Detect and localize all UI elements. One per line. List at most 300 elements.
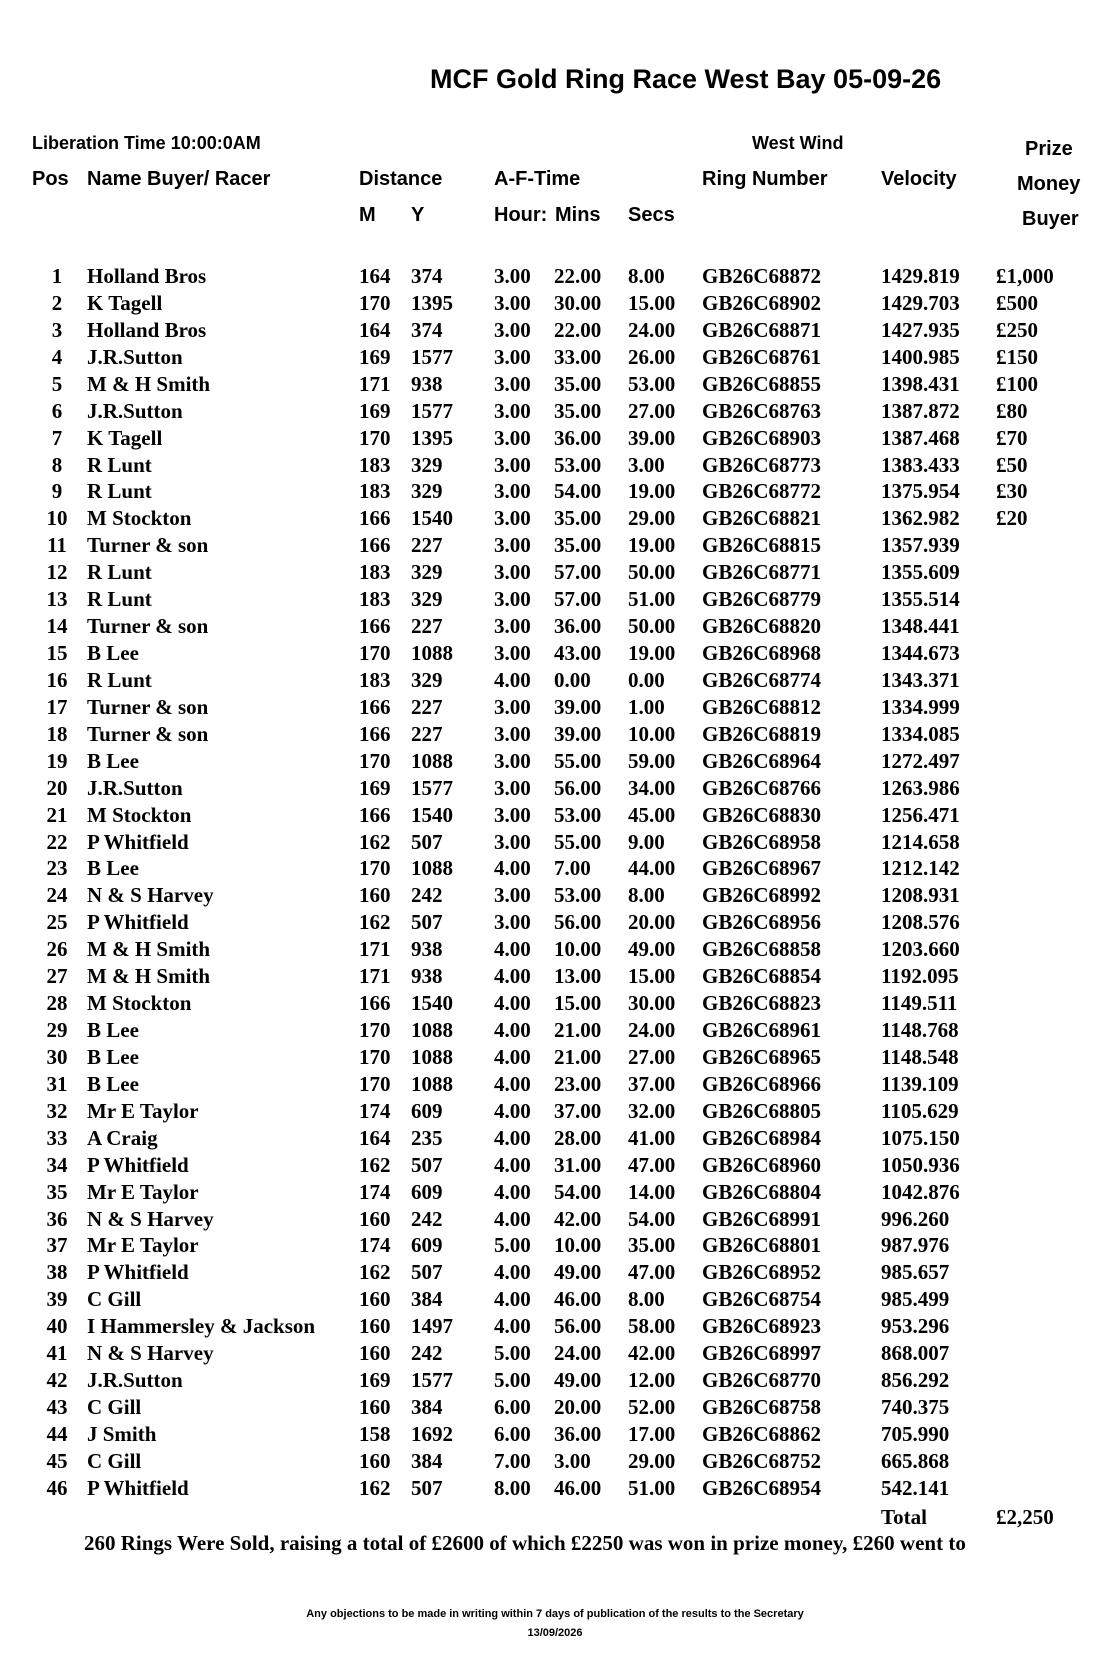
row-secs: 49.00	[628, 937, 676, 962]
row-ring-number: GB26C68923	[702, 1314, 822, 1339]
row-ring-number: GB26C68954	[702, 1475, 822, 1500]
row-velocity: 1429.703	[881, 290, 960, 315]
row-prize: £1,000	[996, 264, 1054, 288]
row-mins: 23.00	[554, 1071, 602, 1096]
row-distance-yards: 1088	[411, 748, 453, 773]
row-mins: 10.00	[554, 1233, 602, 1258]
row-ring-number: GB26C68819	[702, 721, 822, 746]
table-row	[0, 1449, 1110, 1475]
row-distance-yards: 242	[411, 1206, 443, 1231]
row-name: R Lunt	[87, 560, 152, 585]
row-velocity: 1343.371	[881, 667, 960, 692]
row-prize: £30	[996, 479, 1028, 504]
row-position: 18	[46, 721, 68, 746]
row-ring-number: GB26C68958	[702, 829, 822, 854]
table-row	[0, 695, 1110, 721]
col-subheader-mins: Mins	[555, 204, 601, 226]
row-distance-miles: 160	[359, 1341, 391, 1366]
table-row	[0, 1422, 1110, 1448]
row-hours: 4.00	[494, 1018, 531, 1043]
table-row	[0, 1018, 1110, 1044]
row-distance-yards: 1540	[411, 991, 453, 1016]
row-prize: £100	[996, 371, 1038, 396]
col-subheader-yards: Y	[411, 204, 425, 226]
row-position: 7	[51, 425, 63, 450]
row-position: 13	[46, 587, 68, 612]
row-distance-miles: 170	[359, 1044, 391, 1069]
row-velocity: 665.868	[881, 1448, 950, 1473]
col-header-prize-line2: Money	[1017, 173, 1081, 195]
row-position: 23	[46, 856, 68, 881]
row-hours: 5.00	[494, 1341, 531, 1366]
row-position: 28	[46, 991, 68, 1016]
table-row	[0, 318, 1110, 344]
table-row	[0, 749, 1110, 775]
row-name: Holland Bros	[87, 264, 207, 288]
row-hours: 3.00	[494, 694, 531, 719]
row-ring-number: GB26C68967	[702, 856, 822, 881]
row-secs: 26.00	[628, 344, 676, 369]
table-row	[0, 1476, 1110, 1502]
row-hours: 4.00	[494, 667, 531, 692]
row-velocity: 1334.085	[881, 721, 960, 746]
row-ring-number: GB26C68992	[702, 883, 822, 908]
row-name: B Lee	[87, 856, 139, 881]
table-row	[0, 426, 1110, 452]
row-distance-yards: 235	[411, 1125, 443, 1150]
row-mins: 22.00	[554, 317, 602, 342]
row-distance-miles: 174	[359, 1233, 391, 1258]
row-distance-miles: 174	[359, 1098, 391, 1123]
row-velocity: 1398.431	[881, 371, 960, 396]
summary-note: 260 Rings Were Sold, raising a total of £2600 of which £2250 was won in prize money, £260 went to	[84, 1531, 966, 1555]
row-ring-number: GB26C68766	[702, 775, 822, 800]
row-distance-yards: 374	[411, 264, 443, 288]
row-distance-yards: 329	[411, 452, 443, 477]
row-position: 26	[46, 937, 68, 962]
row-hours: 3.00	[494, 290, 531, 315]
row-name: B Lee	[87, 1071, 139, 1096]
row-ring-number: GB26C68774	[702, 667, 822, 692]
row-ring-number: GB26C68991	[702, 1206, 822, 1231]
row-position: 44	[46, 1421, 68, 1446]
row-name: N & S Harvey	[87, 1341, 214, 1366]
table-row	[0, 1180, 1110, 1206]
row-ring-number: GB26C68779	[702, 587, 822, 612]
col-subheader-hours: Hour:	[494, 204, 548, 226]
row-mins: 15.00	[554, 991, 602, 1016]
row-ring-number: GB26C68773	[702, 452, 822, 477]
row-distance-yards: 227	[411, 694, 443, 719]
row-position: 9	[51, 479, 63, 504]
table-row	[0, 587, 1110, 613]
table-row	[0, 1153, 1110, 1179]
row-position: 41	[46, 1341, 68, 1366]
row-distance-miles: 171	[359, 937, 391, 962]
publication-date: 13/09/2026	[527, 1627, 583, 1639]
row-mins: 20.00	[554, 1395, 602, 1420]
row-name: R Lunt	[87, 479, 152, 504]
row-name: M & H Smith	[87, 371, 211, 396]
row-secs: 27.00	[628, 1044, 676, 1069]
row-ring-number: GB26C68960	[702, 1152, 822, 1177]
row-distance-miles: 171	[359, 964, 391, 989]
row-hours: 4.00	[494, 964, 531, 989]
row-position: 8	[51, 452, 63, 477]
row-distance-miles: 170	[359, 1071, 391, 1096]
row-name: B Lee	[87, 748, 139, 773]
row-hours: 4.00	[494, 1071, 531, 1096]
row-ring-number: GB26C68812	[702, 694, 822, 719]
row-ring-number: GB26C68752	[702, 1448, 822, 1473]
row-secs: 45.00	[628, 802, 676, 827]
row-secs: 15.00	[628, 964, 676, 989]
row-position: 29	[46, 1018, 68, 1043]
row-position: 34	[46, 1152, 68, 1177]
row-velocity: 1075.150	[881, 1125, 960, 1150]
row-distance-yards: 1577	[411, 344, 453, 369]
row-distance-miles: 183	[359, 560, 391, 585]
row-mins: 3.00	[554, 1448, 591, 1473]
row-mins: 30.00	[554, 290, 602, 315]
row-hours: 3.00	[494, 748, 531, 773]
table-row	[0, 883, 1110, 909]
row-name: Mr E Taylor	[87, 1233, 199, 1258]
row-hours: 3.00	[494, 614, 531, 639]
row-ring-number: GB26C68902	[702, 290, 822, 315]
row-distance-miles: 160	[359, 1206, 391, 1231]
row-distance-yards: 938	[411, 964, 443, 989]
row-distance-miles: 164	[359, 264, 391, 288]
row-ring-number: GB26C68763	[702, 398, 822, 423]
row-distance-yards: 507	[411, 1152, 443, 1177]
row-distance-yards: 1395	[411, 290, 453, 315]
row-position: 17	[46, 694, 68, 719]
row-distance-miles: 169	[359, 344, 391, 369]
row-prize: £70	[996, 425, 1028, 450]
row-hours: 6.00	[494, 1395, 531, 1420]
row-name: C Gill	[87, 1287, 142, 1312]
row-distance-yards: 1540	[411, 506, 453, 531]
table-row	[0, 506, 1110, 532]
row-position: 42	[46, 1368, 68, 1393]
row-distance-yards: 329	[411, 667, 443, 692]
row-secs: 8.00	[628, 1287, 665, 1312]
row-name: C Gill	[87, 1395, 142, 1420]
row-mins: 13.00	[554, 964, 602, 989]
row-name: B Lee	[87, 1044, 139, 1069]
row-velocity: 1383.433	[881, 452, 960, 477]
row-name: J.R.Sutton	[87, 344, 183, 369]
row-position: 2	[51, 290, 63, 315]
row-distance-yards: 227	[411, 721, 443, 746]
row-distance-yards: 938	[411, 371, 443, 396]
row-hours: 4.00	[494, 1287, 531, 1312]
row-mins: 21.00	[554, 1018, 602, 1043]
table-row	[0, 776, 1110, 802]
col-header-prize-line3: Buyer	[1022, 208, 1079, 230]
row-mins: 35.00	[554, 398, 602, 423]
row-name: M & H Smith	[87, 937, 211, 962]
row-name: P Whitfield	[87, 1152, 189, 1177]
row-distance-yards: 609	[411, 1233, 443, 1258]
row-mins: 21.00	[554, 1044, 602, 1069]
row-hours: 4.00	[494, 1314, 531, 1339]
table-row	[0, 991, 1110, 1017]
row-velocity: 1427.935	[881, 317, 960, 342]
page-title: MCF Gold Ring Race West Bay 05-09-26	[430, 64, 942, 94]
row-hours: 8.00	[494, 1475, 531, 1500]
row-mins: 24.00	[554, 1341, 602, 1366]
row-velocity: 1148.548	[881, 1044, 959, 1069]
row-secs: 17.00	[628, 1421, 676, 1446]
row-mins: 57.00	[554, 560, 602, 585]
row-position: 37	[46, 1233, 68, 1258]
row-distance-miles: 160	[359, 1395, 391, 1420]
row-prize: £80	[996, 398, 1028, 423]
table-row	[0, 560, 1110, 586]
row-position: 5	[51, 371, 63, 396]
row-position: 45	[46, 1448, 68, 1473]
row-mins: 46.00	[554, 1475, 602, 1500]
table-row	[0, 856, 1110, 882]
row-ring-number: GB26C68956	[702, 910, 822, 935]
row-ring-number: GB26C68758	[702, 1395, 822, 1420]
table-row	[0, 1287, 1110, 1313]
row-mins: 54.00	[554, 479, 602, 504]
row-ring-number: GB26C68858	[702, 937, 822, 962]
row-mins: 37.00	[554, 1098, 602, 1123]
row-secs: 41.00	[628, 1125, 676, 1150]
row-mins: 0.00	[554, 667, 591, 692]
table-row	[0, 533, 1110, 559]
row-position: 16	[46, 667, 68, 692]
row-secs: 30.00	[628, 991, 676, 1016]
row-position: 33	[46, 1125, 68, 1150]
row-velocity: 1355.514	[881, 587, 960, 612]
col-header-name: Name Buyer/ Racer	[87, 168, 271, 190]
row-hours: 3.00	[494, 317, 531, 342]
row-ring-number: GB26C68952	[702, 1260, 822, 1285]
row-velocity: 856.292	[881, 1368, 950, 1393]
row-ring-number: GB26C68805	[702, 1098, 822, 1123]
row-distance-miles: 183	[359, 452, 391, 477]
row-hours: 4.00	[494, 937, 531, 962]
row-mins: 22.00	[554, 264, 602, 288]
row-position: 3	[51, 317, 63, 342]
row-hours: 4.00	[494, 1044, 531, 1069]
row-name: Mr E Taylor	[87, 1179, 199, 1204]
row-position: 12	[46, 560, 68, 585]
row-ring-number: GB26C68854	[702, 964, 822, 989]
row-distance-yards: 1088	[411, 1071, 453, 1096]
row-position: 25	[46, 910, 68, 935]
row-distance-yards: 1540	[411, 802, 453, 827]
row-position: 6	[51, 398, 63, 423]
row-mins: 7.00	[554, 856, 591, 881]
row-secs: 54.00	[628, 1206, 676, 1231]
row-name: P Whitfield	[87, 910, 189, 935]
row-secs: 29.00	[628, 506, 676, 531]
row-name: N & S Harvey	[87, 1206, 214, 1231]
row-secs: 58.00	[628, 1314, 676, 1339]
row-distance-miles: 160	[359, 1448, 391, 1473]
row-distance-miles: 166	[359, 614, 391, 639]
row-ring-number: GB26C68984	[702, 1125, 822, 1150]
row-velocity: 1344.673	[881, 641, 960, 666]
row-secs: 39.00	[628, 425, 676, 450]
row-name: Turner & son	[87, 721, 209, 746]
row-hours: 3.00	[494, 398, 531, 423]
row-secs: 8.00	[628, 264, 665, 288]
row-velocity: 1355.609	[881, 560, 960, 585]
row-velocity: 1334.999	[881, 694, 960, 719]
row-distance-yards: 384	[411, 1287, 443, 1312]
table-row	[0, 479, 1110, 505]
row-secs: 32.00	[628, 1098, 676, 1123]
row-name: Turner & son	[87, 614, 209, 639]
row-position: 10	[46, 506, 68, 531]
row-velocity: 1263.986	[881, 775, 960, 800]
row-name: J Smith	[87, 1421, 157, 1446]
row-hours: 4.00	[494, 856, 531, 881]
row-distance-miles: 162	[359, 1260, 391, 1285]
row-hours: 4.00	[494, 991, 531, 1016]
row-velocity: 1387.468	[881, 425, 960, 450]
row-ring-number: GB26C68966	[702, 1071, 822, 1096]
row-ring-number: GB26C68821	[702, 506, 822, 531]
row-name: R Lunt	[87, 452, 152, 477]
row-hours: 4.00	[494, 1098, 531, 1123]
row-hours: 4.00	[494, 1206, 531, 1231]
row-secs: 47.00	[628, 1152, 676, 1177]
row-distance-miles: 162	[359, 910, 391, 935]
col-subheader-miles: M	[359, 204, 376, 226]
row-mins: 39.00	[554, 721, 602, 746]
row-hours: 3.00	[494, 910, 531, 935]
row-position: 1	[51, 264, 63, 288]
row-secs: 19.00	[628, 479, 676, 504]
row-secs: 3.00	[628, 452, 665, 477]
row-velocity: 987.976	[881, 1233, 950, 1258]
row-distance-yards: 329	[411, 479, 443, 504]
row-hours: 7.00	[494, 1448, 531, 1473]
row-ring-number: GB26C68770	[702, 1368, 822, 1393]
row-name: K Tagell	[87, 290, 163, 315]
row-hours: 3.00	[494, 587, 531, 612]
row-velocity: 1375.954	[881, 479, 960, 504]
table-row	[0, 1072, 1110, 1098]
row-name: M Stockton	[87, 506, 192, 531]
row-name: Turner & son	[87, 694, 209, 719]
row-hours: 3.00	[494, 560, 531, 585]
row-distance-miles: 171	[359, 371, 391, 396]
row-mins: 35.00	[554, 506, 602, 531]
row-distance-miles: 183	[359, 479, 391, 504]
row-name: P Whitfield	[87, 829, 189, 854]
liberation-time: Liberation Time 10:00:0AM	[32, 133, 261, 153]
row-position: 39	[46, 1287, 68, 1312]
row-ring-number: GB26C68855	[702, 371, 822, 396]
row-mins: 55.00	[554, 748, 602, 773]
row-velocity: 1203.660	[881, 937, 960, 962]
row-distance-miles: 170	[359, 856, 391, 881]
row-distance-miles: 166	[359, 991, 391, 1016]
col-header-ring-number: Ring Number	[702, 168, 828, 190]
row-position: 31	[46, 1071, 68, 1096]
row-name: R Lunt	[87, 667, 152, 692]
row-distance-miles: 183	[359, 587, 391, 612]
row-secs: 19.00	[628, 641, 676, 666]
table-row	[0, 399, 1110, 425]
table-row	[0, 964, 1110, 990]
row-distance-miles: 170	[359, 641, 391, 666]
row-secs: 51.00	[628, 1475, 676, 1500]
row-distance-yards: 507	[411, 829, 443, 854]
row-mins: 57.00	[554, 587, 602, 612]
row-distance-miles: 183	[359, 667, 391, 692]
row-velocity: 1042.876	[881, 1179, 960, 1204]
row-velocity: 1256.471	[881, 802, 960, 827]
table-row	[0, 453, 1110, 479]
row-mins: 54.00	[554, 1179, 602, 1204]
row-distance-miles: 162	[359, 1152, 391, 1177]
row-ring-number: GB26C68871	[702, 317, 822, 342]
row-hours: 3.00	[494, 479, 531, 504]
row-velocity: 1272.497	[881, 748, 960, 773]
row-secs: 15.00	[628, 290, 676, 315]
row-name: J.R.Sutton	[87, 1368, 183, 1393]
row-prize: £500	[996, 290, 1038, 315]
row-ring-number: GB26C68997	[702, 1341, 822, 1366]
row-mins: 56.00	[554, 775, 602, 800]
row-name: Mr E Taylor	[87, 1098, 199, 1123]
row-secs: 12.00	[628, 1368, 676, 1393]
row-secs: 47.00	[628, 1260, 676, 1285]
table-row	[0, 345, 1110, 371]
row-mins: 49.00	[554, 1260, 602, 1285]
row-mins: 39.00	[554, 694, 602, 719]
col-subheader-secs: Secs	[628, 204, 675, 226]
row-distance-miles: 162	[359, 1475, 391, 1500]
row-mins: 10.00	[554, 937, 602, 962]
table-row	[0, 372, 1110, 398]
row-name: J.R.Sutton	[87, 398, 183, 423]
row-velocity: 1208.931	[881, 883, 960, 908]
row-name: P Whitfield	[87, 1260, 189, 1285]
row-velocity: 985.657	[881, 1260, 950, 1285]
row-distance-miles: 166	[359, 506, 391, 531]
row-hours: 3.00	[494, 506, 531, 531]
table-row	[0, 910, 1110, 936]
row-ring-number: GB26C68872	[702, 264, 822, 288]
row-hours: 5.00	[494, 1368, 531, 1393]
row-position: 4	[51, 344, 63, 369]
row-mins: 36.00	[554, 614, 602, 639]
col-header-pos: Pos	[32, 168, 69, 190]
row-distance-yards: 1577	[411, 398, 453, 423]
table-row	[0, 830, 1110, 856]
row-distance-yards: 329	[411, 560, 443, 585]
row-distance-yards: 227	[411, 533, 443, 558]
row-name: I Hammersley & Jackson	[87, 1314, 316, 1339]
row-mins: 53.00	[554, 802, 602, 827]
row-hours: 3.00	[494, 721, 531, 746]
row-secs: 50.00	[628, 614, 676, 639]
row-hours: 4.00	[494, 1152, 531, 1177]
row-mins: 53.00	[554, 452, 602, 477]
row-position: 15	[46, 641, 68, 666]
